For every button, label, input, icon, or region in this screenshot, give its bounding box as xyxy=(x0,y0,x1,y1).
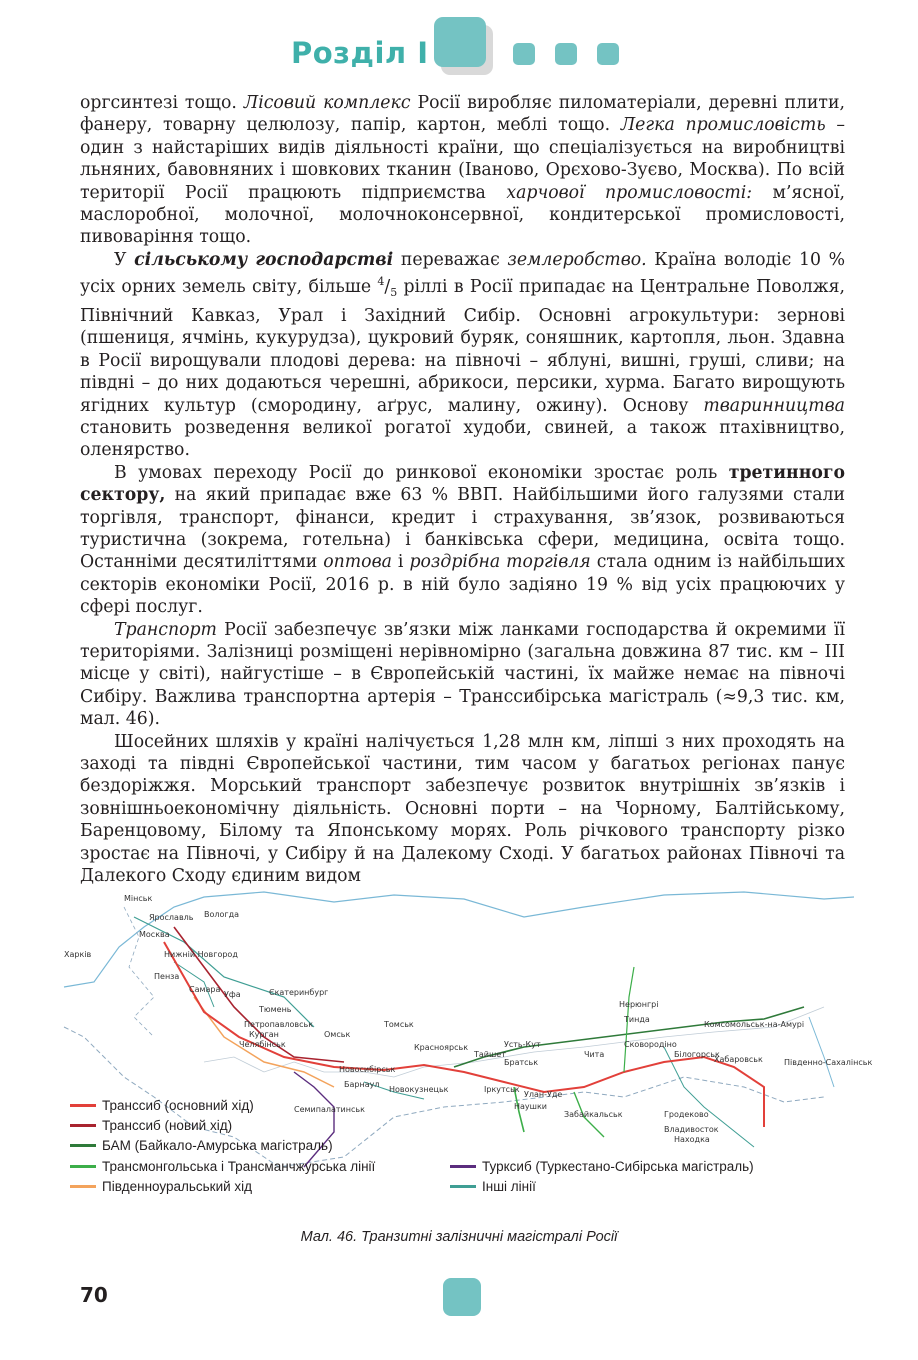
paragraph-1-run: Росії виробляє пиломатеріали, деревні плити, фанеру, товарну целюлозу, папір, картон, меблі тощо. xyxy=(80,93,845,136)
paragraph-1 xyxy=(80,92,845,249)
city-label: Нерюнгрі xyxy=(619,1000,659,1009)
paragraph-3-run: стала одним із найбільших секторів економіки Росії, 2016 р. в ній було задіяно 19 % від усіх працюючих у сфері послуг. xyxy=(80,552,846,618)
legend-swatch xyxy=(70,1165,96,1168)
city-label: Забайкальськ xyxy=(564,1110,623,1119)
city-label: Улан-Уде xyxy=(524,1090,563,1099)
paragraph-1-run: харчової промисловості: xyxy=(506,182,753,203)
city-label: Петропавловськ xyxy=(244,1020,314,1029)
city-label: Москва xyxy=(139,930,170,939)
paragraph-2-run: / xyxy=(384,277,391,298)
paragraph-3-run: і xyxy=(391,552,410,573)
legend-item xyxy=(70,1098,254,1116)
paragraph-3-run: оптова xyxy=(323,552,392,573)
legend-swatch xyxy=(70,1185,96,1188)
city-label: Уфа xyxy=(224,990,241,999)
city-label: Находка xyxy=(674,1135,710,1144)
legend-item xyxy=(70,1118,232,1136)
paragraph-3-run: роздрібна торгівля xyxy=(409,552,591,573)
legend-item xyxy=(70,1138,333,1156)
paragraph-3-run: В умовах переходу Росії до ринкової економіки зростає роль xyxy=(114,462,729,483)
paragraph-2-run: 4 xyxy=(377,275,385,289)
city-label: Красноярськ xyxy=(414,1043,469,1052)
page-header xyxy=(0,0,918,92)
city-label: Курган xyxy=(249,1030,279,1039)
paragraph-3-run: третинного сектору, xyxy=(80,462,845,506)
city-label: Пенза xyxy=(154,972,180,981)
legend-label: Транссиб (основний хід) xyxy=(102,1098,254,1113)
city-label: Нижній Новгород xyxy=(164,950,238,959)
legend-item xyxy=(70,1179,252,1197)
city-label: Мінськ xyxy=(124,894,153,903)
paragraph-1-run: м’ясної, маслоробної, молочної, молочноконсервної, кондитерської промисловості, пивоваріння тощо. xyxy=(80,182,846,248)
paragraph-3-run: на який припадає вже 63 % ВВП. Найбільшими його галузями стали торгівля, транспорт, фінанси, кредит і страхування, зв’язок, розвиваються туристична (зокрема, готельна) і банківська сфери, медицина, освіта тощо. Останніми десятиліттями xyxy=(80,485,845,573)
city-label: Білогорськ xyxy=(674,1050,720,1059)
city-label: Єкатеринбург xyxy=(269,988,329,997)
paragraph-5-run: Шосейних шляхів у країні налічується 1,28 млн км, ліпші з них проходять на заході та півдні Європейської частини, тим часом у багатьох регіонах панує бездоріжжя. Морський транспорт забезпечує розвиток внутрішніх зв’язків і зовнішньоекономічну діяльність. Основні порти – на Чорному, Балтійському, Баренцовому, Білому та Японському морях. Роль річкового транспорту різко зростає на Півночі, у Сибіру й на Далекому Сході. У багатьох районах Півночі та Далекого Сходу єдиним видом xyxy=(80,731,845,887)
paragraph-2-run: 5 xyxy=(390,286,398,300)
city-label: Вологда xyxy=(204,910,240,919)
legend-swatch xyxy=(70,1144,96,1147)
paragraph-2-run: ріллі в Росії припадає на Центральне Поволжя, Північний Кавказ, Урал і Західний Сибір. Основні агрокультури: зернові (пшениця, ячмінь, кукурудза), цукровий буряк, соняшник, картопля, льон. Здавна в Росії вирощували плодові дерева: на півночі – яблуні, вишні, груші, сливи; на півдні – до них додаються черешні, абрикоси, персики, хурма. Багато вирощують ягідних культур (смородину, аґрус, малину, ожину). Основу xyxy=(80,277,845,416)
paragraph-5 xyxy=(80,731,845,888)
legend-swatch xyxy=(70,1104,96,1107)
footer-square xyxy=(443,1278,481,1316)
paragraph-2-run: сільському господарстві xyxy=(134,249,394,270)
body-text xyxy=(80,92,845,887)
legend-label: Інші лінії xyxy=(482,1179,536,1194)
legend-label: Турксиб (Туркестано-Сибірська магістраль) xyxy=(482,1159,754,1174)
city-label: Наушки xyxy=(514,1102,548,1111)
header-square-small-2 xyxy=(555,43,577,65)
city-label: Ярославль xyxy=(149,913,194,922)
page-number: 70 xyxy=(80,1283,108,1307)
paragraph-1-run: Лісовий комплекс xyxy=(243,93,411,113)
city-label: Самара xyxy=(189,985,221,994)
city-label: Гродеково xyxy=(664,1110,709,1119)
legend-swatch xyxy=(70,1124,96,1127)
legend-label: Південноуральський хід xyxy=(102,1179,253,1194)
paragraph-1-run: – один з найстаріших видів діяльності країни, що спеціалізується на виробництві льняних, бавовняних і шовкових тканин (Іваново, Орєхово-Зуєво, Москва). По всій території Росії працюють підприємства xyxy=(80,115,846,203)
city-label: Тюмень xyxy=(259,1005,292,1014)
western-border xyxy=(124,907,154,1037)
city-label: Новосибірськ xyxy=(339,1065,396,1074)
city-label: Чита xyxy=(584,1050,605,1059)
paragraph-4-run: Транспорт xyxy=(114,619,217,640)
city-label: Тинда xyxy=(624,1015,650,1024)
paragraph-2 xyxy=(80,249,845,462)
legend-swatch xyxy=(450,1165,476,1168)
city-label: Семипалатинськ xyxy=(294,1105,365,1114)
city-label: Сковородіно xyxy=(624,1040,677,1049)
city-label: Харків xyxy=(64,950,92,959)
section-title: Розділ I xyxy=(291,36,429,70)
city-label: Південно-Сахалінськ xyxy=(784,1058,873,1067)
paragraph-1-run: оргсинтезі тощо. xyxy=(80,93,244,113)
city-label: Іркутськ xyxy=(484,1085,520,1094)
city-label: Новокузнецьк xyxy=(389,1085,449,1094)
city-label: Владивосток xyxy=(664,1125,719,1134)
legend-swatch xyxy=(450,1185,476,1188)
figure-caption: Мал. 46. Транзитні залізничні магістралі Росії xyxy=(300,1229,618,1245)
legend-item xyxy=(450,1179,536,1197)
legend-item xyxy=(450,1159,754,1177)
paragraph-2-run: землеробство. xyxy=(507,249,647,270)
city-label: Омськ xyxy=(324,1030,351,1039)
city-label: Комсомольськ-на-Амурі xyxy=(704,1020,805,1029)
city-label: Томськ xyxy=(384,1020,414,1029)
paragraph-2-run: У xyxy=(114,249,135,270)
legend-label: Трансмонгольська і Трансманчжурська лінії xyxy=(102,1159,376,1174)
city-label: Братськ xyxy=(504,1058,539,1067)
header-square-large xyxy=(434,17,486,67)
paragraph-1-run: Легка промисловість xyxy=(620,115,826,136)
paragraph-3 xyxy=(80,462,845,619)
paragraph-4 xyxy=(80,619,845,731)
legend-item xyxy=(70,1159,375,1177)
legend-label: БАМ (Байкало-Амурська магістраль) xyxy=(102,1138,333,1153)
city-label: Челябінськ xyxy=(239,1040,286,1049)
city-label: Барнаул xyxy=(344,1080,380,1089)
paragraph-2-run: тваринництва xyxy=(703,395,845,416)
sakhalin-coast xyxy=(809,1017,834,1087)
city-label: Усть-Кут xyxy=(504,1040,541,1049)
paragraph-4-run: Росії забезпечує зв’язки між ланками господарства й окремими її територіями. Залізниці розміщені нерівномірно (загальна довжина 87 тис. км – III місце у світі), найгустіше – в Європейській частині, їх майже немає на півночі Сибіру. Важлива транспортна артерія – Транссибірська магістраль (≈9,3 тис. км, мал. 46). xyxy=(80,619,845,730)
header-square-small-3 xyxy=(597,43,619,65)
paragraph-2-run: Країна володіє 10 % усіх орних земель світу, більше xyxy=(80,249,846,298)
city-label: Тайшет xyxy=(474,1050,506,1059)
paragraph-2-run: переважає xyxy=(393,249,508,270)
city-label: Хабаровськ xyxy=(714,1055,763,1064)
legend-label: Транссиб (новий хід) xyxy=(102,1118,233,1133)
paragraph-2-run: становить розведення великої рогатої худоби, свиней, а також птахівництво, оленярство. xyxy=(80,417,845,461)
header-square-small-1 xyxy=(513,43,535,65)
